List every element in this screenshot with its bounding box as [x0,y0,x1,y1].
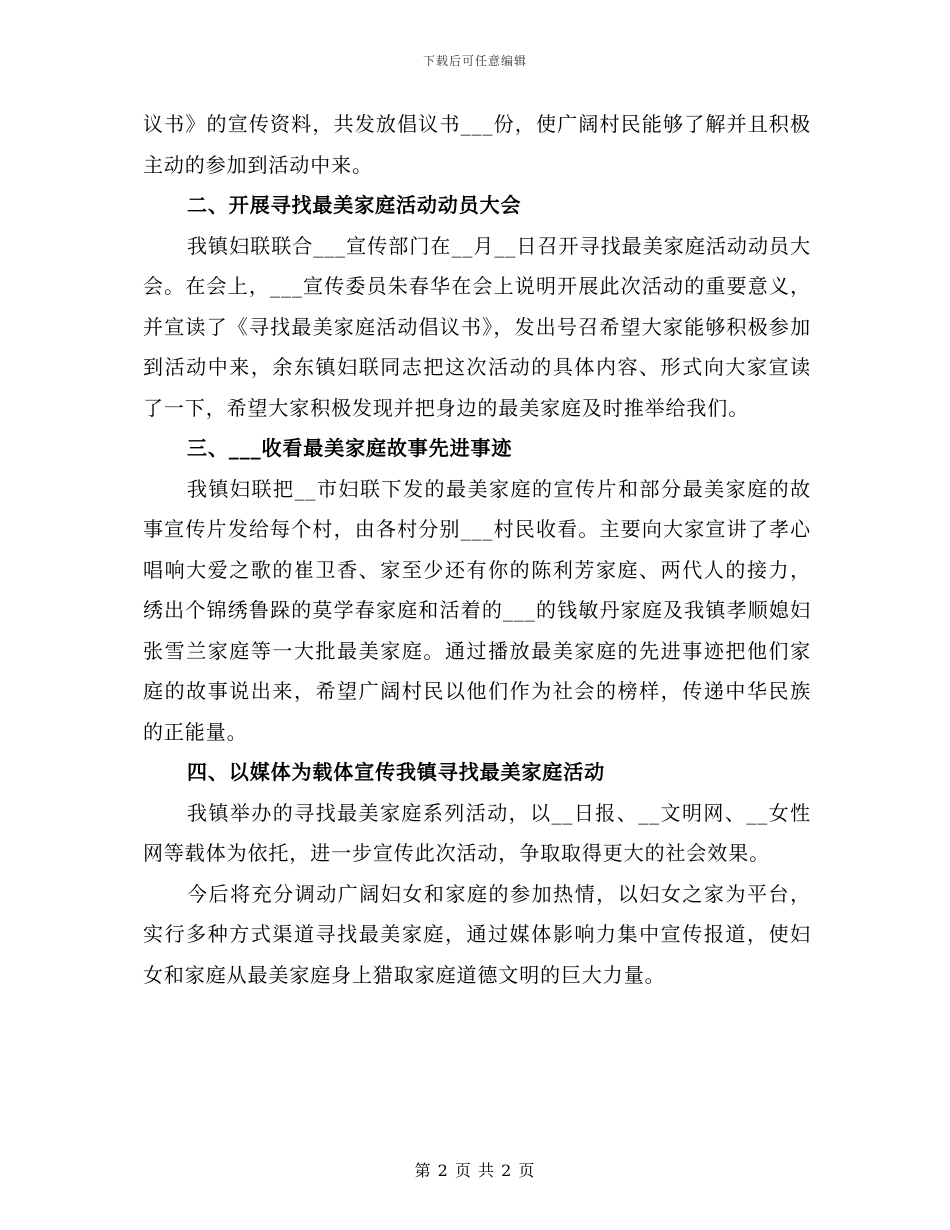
paragraph-mobilization-meeting: 我镇妇联联合___宣传部门在__月__日召开寻找最美家庭活动动员大会。在会上，___宣传委员朱春华在会上说明开展此次活动的重要意义，并宣读了《寻找最美家庭活动倡议书》，发出号召希望大家能够积极参加到活动中来，余东镇妇联同志把这次活动的具体内容、形式向大家宣读了一下，希望大家积极发现并把身边的最美家庭及时推举给我们。 [143,233,811,420]
document-body [143,104,811,995]
paragraph-story-viewing: 我镇妇联把__市妇联下发的最美家庭的宣传片和部分最美家庭的故事宣传片发给每个村，由各村分别___村民收看。主要向大家宣讲了孝心唱响大爱之歌的崔卫香、家至少还有你的陈利芳家庭、两代人的接力，绣出个锦绣鲁跺的莫学春家庭和活着的___的钱敏丹家庭及我镇孝顺媳妇张雪兰家庭等一大批最美家庭。通过播放最美家庭的先进事迹把他们家庭的故事说出来，希望广阔村民以他们作为社会的榜样，传递中华民族的正能量。 [143,476,811,744]
paragraph-future-plans: 今后将充分调动广阔妇女和家庭的参加热情，以妇女之家为平台，实行多种方式渠道寻找最美家庭，通过媒体影响力集中宣传报道，使妇女和家庭从最美家庭身上猎取家庭道德文明的巨大力量。 [143,881,811,987]
page-footer: 第 2 页 共 2 页 [414,1161,536,1180]
paragraph-media-promotion: 我镇举办的寻找最美家庭系列活动，以__日报、__文明网、__女性网等载体为依托，进一步宣传此次活动，争取取得更大的社会效果。 [143,800,811,865]
paragraph-continuation: 议书》的宣传资料，共发放倡议书___份，使广阔村民能够了解并且积极主动的参加到活动中来。 [143,112,811,177]
section-heading-3: 三、___收看最美家庭故事先进事迹 [187,436,513,460]
page-header: 下载后可任意编辑 [422,54,527,68]
section-heading-4: 四、以媒体为载体宣传我镇寻找最美家庭活动 [187,760,605,784]
section-heading-2: 二、开展寻找最美家庭活动动员大会 [187,193,522,217]
